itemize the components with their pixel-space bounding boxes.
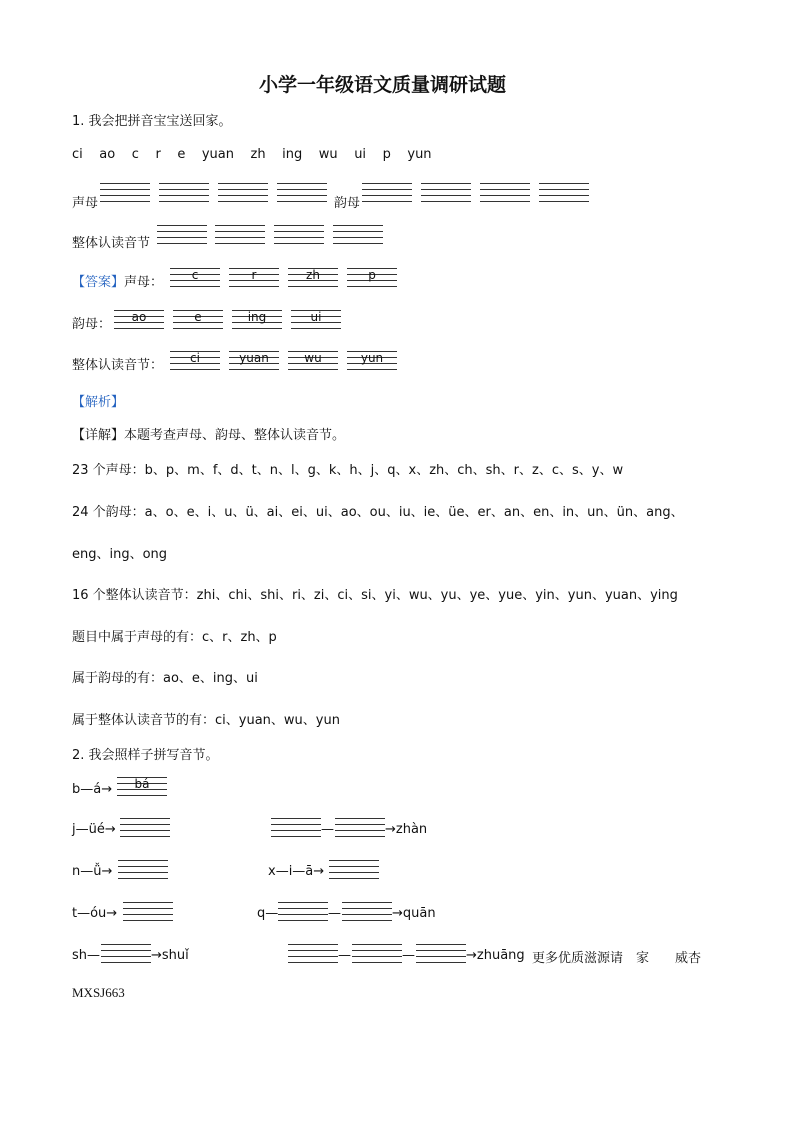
analysis-tag: 【解析】 [72,395,125,410]
syllable: e [177,147,186,162]
answer-value: r [251,268,257,282]
pinyin-exercise: x—i—ā→ [268,864,325,879]
pinyin-writing-box[interactable] [123,902,173,920]
pinyin-answer-box [288,268,338,286]
syllable: ing [282,147,303,162]
answer-value: ui [310,310,322,324]
answer-shengmu-label: 声母： [124,275,164,290]
pinyin-target: →shuǐ [151,948,189,963]
example-answer: bá [134,777,150,791]
pinyin-answer-box [347,268,397,286]
answer-value: yun [360,351,384,365]
pinyin-writing-box[interactable] [416,944,466,962]
syllable: yuan [201,147,234,162]
watermark-text: 更多优质滋源请 家 威杏 [532,951,702,966]
dash: — [328,906,341,921]
dash: — [338,948,351,963]
pinyin-writing-box[interactable] [157,225,207,243]
pinyin-exercise: j—üé→ [72,822,116,837]
analysis-line: 23 个声母：b、p、m、f、d、t、n、l、g、k、h、j、q、x、zh、ch、sh、r、z、c、s、y、w [72,463,624,478]
question-2-prompt: 2. 我会照样子拼写音节。 [72,748,219,763]
pinyin-writing-box[interactable] [271,818,321,836]
answer-zhengti-label: 整体认读音节： [72,358,164,373]
zhengti-label: 整体认读音节 [72,236,151,251]
syllable-list [72,147,432,162]
pinyin-writing-box[interactable] [333,225,383,243]
pinyin-writing-box[interactable] [421,183,471,201]
analysis-line: eng、ing、ong [72,547,168,562]
pinyin-writing-box[interactable] [159,183,209,201]
syllable: ui [354,147,367,162]
pinyin-target: →zhuāng [466,948,525,963]
syllable: ao [99,147,116,162]
pinyin-target: →zhàn [385,822,428,837]
page-title: 小学一年级语文质量调研试题 [259,74,507,96]
pinyin-writing-box[interactable] [352,944,402,962]
syllable: ci [72,147,83,162]
analysis-line: 属于整体认读音节的有：ci、yuan、wu、yun [72,713,340,728]
pinyin-answer-box [170,268,220,286]
pinyin-writing-box[interactable] [100,183,150,201]
pinyin-writing-box[interactable] [288,944,338,962]
pinyin-exercise: t—óu→ [72,906,118,921]
pinyin-writing-box[interactable] [278,902,328,920]
shengmu-label: 声母 [72,196,99,211]
answer-value: ao [131,310,147,324]
pinyin-writing-box[interactable] [215,225,265,243]
pinyin-writing-box[interactable] [218,183,268,201]
pinyin-exercise: n—ǚ→ [72,864,113,879]
pinyin-exercise: sh— [72,948,101,963]
answer-value: ci [190,351,200,365]
answer-value: p [368,268,376,282]
pinyin-writing-box[interactable] [480,183,530,201]
document-code: MXSJ663 [72,985,125,1000]
pinyin-exercise: q— [257,906,279,921]
pinyin-answer-box [232,310,282,328]
pinyin-writing-box[interactable] [362,183,412,201]
pinyin-answer-box [288,351,338,369]
pinyin-answer-box [229,351,279,369]
answer-value: c [191,268,199,282]
pinyin-writing-box[interactable] [274,225,324,243]
pinyin-answer-box [229,268,279,286]
pinyin-writing-box[interactable] [277,183,327,201]
pinyin-answer-box [170,351,220,369]
yunmu-label: 韵母 [334,196,361,211]
syllable: c [131,147,139,162]
syllable: yun [407,147,432,162]
pinyin-writing-box[interactable] [342,902,392,920]
answer-yunmu-label: 韵母： [72,317,112,332]
pinyin-writing-box[interactable] [539,183,589,201]
analysis-line: 24 个韵母：a、o、e、i、u、ü、ai、ei、ui、ao、ou、iu、ie、üe、er、an、en、in、un、ün、ang、 [72,505,684,520]
answer-value: yuan [239,351,269,365]
pinyin-writing-box[interactable] [329,860,379,878]
answer-tag: 【答案】 [72,275,125,290]
syllable: zh [250,147,266,162]
answer-value: zh [306,268,320,282]
analysis-line: 属于韵母的有：ao、e、ing、ui [72,671,258,686]
answer-value: wu [304,351,322,365]
pinyin-answer-box [173,310,223,328]
pinyin-target: →quān [392,906,436,921]
analysis-line: 16 个整体认读音节：zhi、chi、shi、ri、zi、ci、si、yi、wu、yu、ye、yue、yin、yun、yuan、ying [72,588,678,603]
pinyin-writing-box[interactable] [101,944,151,962]
syllable: p [382,147,391,162]
pinyin-answer-box [291,310,341,328]
answer-value: ing [247,310,267,324]
analysis-line: 题目中属于声母的有：c、r、zh、p [72,630,277,645]
dash: — [321,822,334,837]
pinyin-example: b—á→ [72,782,113,797]
pinyin-writing-box[interactable] [335,818,385,836]
answer-shengmu-line [72,271,163,290]
pinyin-answer-box [117,777,167,795]
syllable: wu [318,147,338,162]
dash: — [402,948,415,963]
pinyin-writing-box[interactable] [120,818,170,836]
syllable: r [155,147,161,162]
question-1-prompt: 1. 我会把拼音宝宝送回家。 [72,114,232,129]
answer-value: e [194,310,202,324]
pinyin-answer-box [114,310,164,328]
pinyin-writing-box[interactable] [118,860,168,878]
pinyin-answer-box [347,351,397,369]
analysis-detail: 【详解】本题考查声母、韵母、整体认读音节。 [72,428,346,443]
